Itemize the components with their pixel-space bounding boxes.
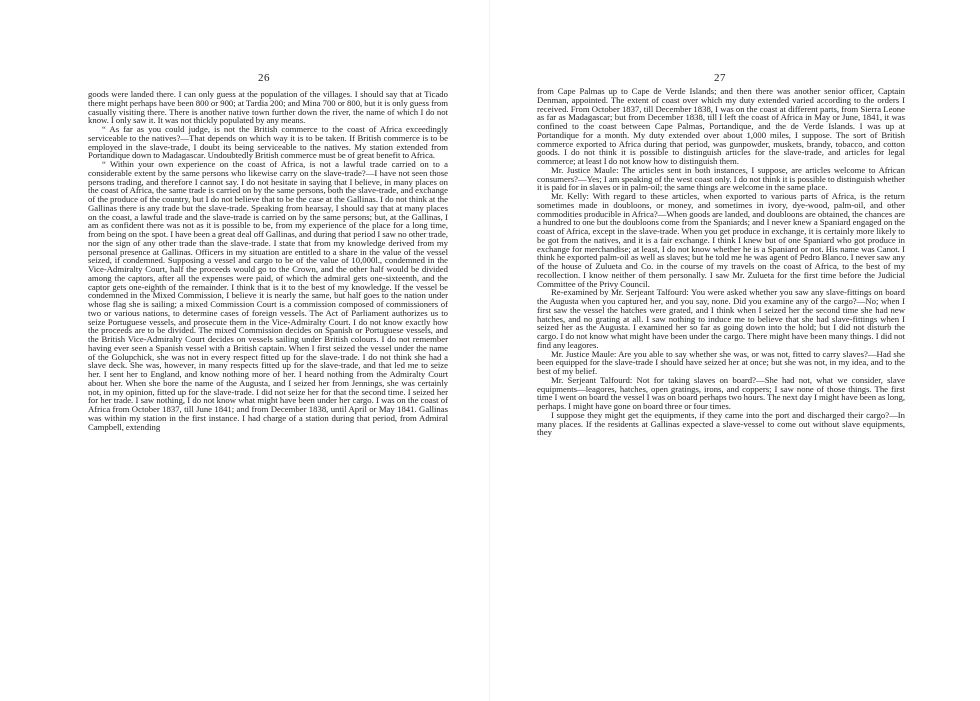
paragraph: Mr. Justice Maule: Are you able to say whether she was, or was not, fitted to carry slaves?—Had she been equipped for the slave-trade I should have seized her at once; but she was not, in my idea, and to the best of my belief. [537, 348, 905, 376]
paragraph: “ As far as you could judge, is not the British commerce to the coast of Africa exceedingly serviceable to the natives?—That depends on which way it is to be taken. If British commerce is to be employed in the slave-trade, I doubt its being serviceable to the natives. My station extended from Portandique down to Madagascar. Undoubtedly British commerce must be of great benefit to Africa. [88, 124, 448, 161]
paragraph: Re-examined by Mr. Serjeant Talfourd: You were asked whether you saw any slave-fittings on board the Augusta when you captured her, and you say, none. Did you examine any of the cargo?—No; when I first saw the vessel the hatches were grated, and I think when I seized her the second time she had new hatches, and no grating at all. I saw nothing to induce me to believe that she had slave-fittings when I seized her as the Augusta. I examined her so far as going down into the hold; but I did not disturb the cargo. I do not know what might have been under the cargo. There might have been many things. I did not find any leagores. [537, 287, 905, 350]
paragraph: Mr. Justice Maule: The articles sent in both instances, I suppose, are articles welcome to African consumers?—Yes; I am speaking of the west coast only. I do not think it is possible to distinguish whether it is paid for in slaves or in palm-oil; the same things are welcome in the same place. [537, 164, 905, 193]
paragraph: from Cape Palmas up to Cape de Verde Islands; and then there was another senior officer, Captain Denman, appointed. The extent of coast over which my duty extended varied according to the orders I received. From October 1837, till December 1838, I was on the coast at different parts, from Sierra Leone as far as Madagascar; but from December 1838, till I left the coast of Africa in May or June, 1841, it was confined to the coast between Cape Palmas, Portandique, and the de Verde Islands. I was up at Portandique for a month. My duty extended over about 1,000 miles, I suppose. The sort of British commerce exported to Africa during that period, was gunpowder, muskets, brandy, tobacco, and cotton goods. I do not think it is possible to distinguish articles for the slave-trade, and articles for legal commerce; at least I do not know how to distinguish them. [537, 86, 905, 166]
paragraph: “ Within your own experience on the coast of Africa, is not a lawful trade carried on to a considerable extent by the same persons who likewise carry on the slave-trade?—I have not seen those persons trading, and therefore I cannot say. I do not hesitate in saying that I believe, in many places on the coast of Africa, the same trade is carried on by the same persons, both the slave-trade, and exchange of the produce of the country, but I do not believe that to be the case at the Gallinas. I do not think at the Gallinas there is any trade but the slave-trade. Speaking from hearsay, I should say that at many places on the coast, a lawful trade and the slave-trade is carried on by the same persons; but, at the Gallinas, I am as confident there was not as it is possible to be, from my experience of the place for a long time, from being on the spot. I have been a great deal off Gallinas, and during that period I saw no other trade, nor the sign of any other trade than the slave-trade. I state that from my knowledge derived from my personal presence at Gallinas. Officers in my situation are entitled to a share in the value of the vessel seized, if condemned. Supposing a vessel and cargo to be of the value of 10,000l., condemned in the Vice-Admiralty Court, half the proceeds would go to the Crown, and the other half would be divided among the captors, after all the expenses were paid, of which the admiral gets one-sixteenth, and the captor gets one-eighth of the remainder. I think that is it to the best of my knowledge. If the vessel be condemned in the Mixed Commission, I believe it is nearly the same, but half goes to the nation under whose flag she is sailing; a mixed Commission Court is a commission composed of commissioners of two or various nations, to determine cases of foreign vessels. The Act of Parliament authorizes us to seize Portuguese vessels, and prosecute them in the Vice-Admiralty Court. I do not know exactly how the proceeds are to be divided. The mixed Commission decides on Spanish or Portuguese vessels, and the British Vice-Admiralty Court decides on vessels sailing under British colours. I do not remember having ever seen a Spanish vessel with a British captain. When I first seized the vessel under the name of the Golupchick, she was not in every respect fitted up for the slave-trade. I do not think she had a slave deck. She was, however, in many respects fitted up for the slave-trade, and that led me to seize her. I sent her to England, and know nothing more of her. I heard nothing from the Admiralty Court about her. When she bore the name of the Augusta, and I seized her from Jennings, she was certainly not, in my opinion, fitted up for the slave-trade. I did not seize her for that the second time. I seized her for her trade. I saw nothing, I do not know what might have been under her cargo. I was on the coast of Africa from October 1837, till June 1841; and from December 1838, until April or May 1841. Gallinas was within my station in the first instance. I had charge of a station during that period, from Admiral Campbell, extending [88, 159, 448, 432]
paragraph: Mr. Kelly: With regard to these articles, when exported to various parts of Africa, is the return sometimes made in doubloons, or money, and sometimes in ivory, dye-wood, palm-oil, and other commodities producible in Africa?—When goods are landed, and doubloons are obtained, the chances are a hundred to one but the doubloons come from the Spaniards; and I never knew a Spaniard engaged on the coast of Africa, except in the slave-trade. When you get produce in exchange, it is certainly more likely to be got from the natives, and it is a fair exchange. I think I knew but of one Spaniard who got produce in exchange for merchandise; at least, I do not know whether he is a Spaniard or not. His name was Canot. I think he exported palm-oil as well as slaves; but he told me he was agent of Pedro Blanco. I never saw any of the house of Zulueta and Co. in the course of my travels on the coast of Africa, to the best of my recollection. I know neither of them personally. I saw Mr. Zulueta for the first time before the Judicial Committee of the Privy Council. [537, 191, 905, 289]
text-column [537, 87, 905, 437]
paragraph: goods were landed there. I can only guess at the population of the villages. I should say that at Ticado there might perhaps have been 800 or 900; at Tardia 200; and Mina 700 or 800, but it is only guess from casually visiting there. There is another native town further down the river, the name of which I do not know. I only saw it. It was not thickly populated by any means. [88, 89, 448, 126]
page-number: 26 [258, 72, 270, 84]
paragraph: Mr. Serjeant Talfourd: Not for taking slaves on board?—She had not, what we consider, slave equipments—leagores, hatches, open gratings, irons, and coppers; I saw none of those things. The first time I went on board the vessel I was on board perhaps two hours. The next day I might have been as long, perhaps. I might have gone on board three or four times. [537, 374, 905, 411]
text-column [88, 90, 448, 431]
paragraph: I suppose they might get the equipments, if they came into the port and discharged their cargo?—In many places. If the residents at Gallinas expected a slave-vessel to come out without slave equipments, they [537, 409, 905, 438]
page-number: 27 [714, 72, 726, 84]
right-page [490, 0, 980, 701]
